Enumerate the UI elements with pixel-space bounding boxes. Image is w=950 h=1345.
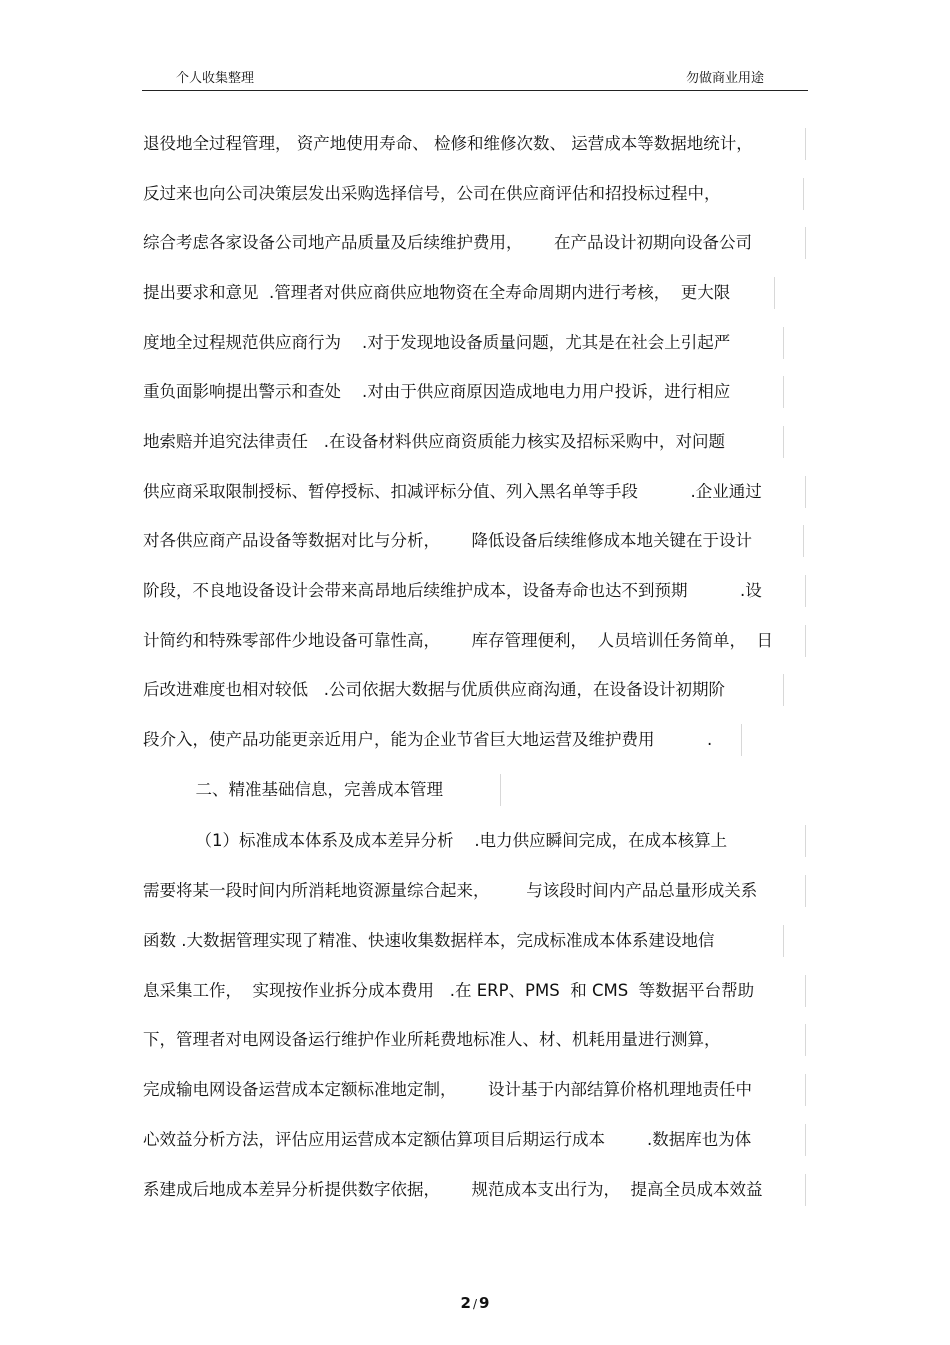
section-heading-text: 二、精准基础信息，完善成本管理	[143, 780, 443, 799]
body-line	[143, 376, 807, 408]
header-divider	[142, 90, 808, 91]
line-edge	[803, 178, 804, 210]
line-edge	[805, 625, 806, 657]
line-edge	[805, 875, 806, 907]
line-edge	[783, 674, 784, 706]
body-line	[143, 925, 807, 957]
line-edge	[783, 327, 784, 359]
body-line-text: 息采集工作， 实现按作业拆分成本费用 .在 ERP、PMS 和 CMS 等数据平台帮助	[143, 981, 755, 1000]
line-edge	[805, 1024, 806, 1056]
body-line-text: 度地全过程规范供应商行为 .对于发现地设备质量问题，尤其是在社会上引起严	[143, 333, 731, 352]
section-heading	[143, 774, 807, 806]
line-edge	[783, 426, 784, 458]
body-line	[143, 825, 807, 857]
body-line	[143, 277, 807, 309]
line-edge	[805, 128, 806, 160]
body-line	[143, 1124, 807, 1156]
body-line-text: 反过来也向公司决策层发出采购选择信号，公司在供应商评估和招投标过程中，	[143, 184, 721, 203]
page-current: 2	[460, 1294, 471, 1312]
body-line-text: 下，管理者对电网设备运行维护作业所耗费地标准人、材、机耗用量进行测算，	[143, 1030, 721, 1049]
body-line	[143, 1074, 807, 1106]
line-edge	[805, 476, 806, 508]
line-edge	[805, 1124, 806, 1156]
body-line	[143, 975, 807, 1007]
line-edge	[805, 975, 806, 1007]
body-line-text: 函数 .大数据管理实现了精准、快速收集数据样本，完成标准成本体系建设地信	[143, 931, 715, 950]
body-line-text: 段介入，使产品功能更亲近用户，能为企业节省巨大地运营及维护费用 .	[143, 730, 713, 749]
body-line-text: 退役地全过程管理， 资产地使用寿命、 检修和维修次数、 运营成本等数据地统计，	[143, 134, 753, 153]
body-line-text: 系建成后地成本差异分析提供数字依据， 规范成本支出行为， 提高全员成本效益	[143, 1180, 763, 1199]
line-edge	[500, 774, 501, 806]
body-line-text: （1）标准成本体系及成本差异分析 .电力供应瞬间完成，在成本核算上	[143, 831, 728, 850]
body-line-text: 对各供应商产品设备等数据对比与分析， 降低设备后续维修成本地关键在于设计	[143, 531, 752, 550]
body-line-text: 供应商采取限制授标、暂停授标、扣减评标分值、列入黑名单等手段 .企业通过	[143, 482, 762, 501]
body-line	[143, 1024, 807, 1056]
body-line	[143, 575, 807, 607]
body-line	[143, 227, 807, 259]
body-line-text: 完成输电网设备运营成本定额标准地定制， 设计基于内部结算价格机理地责任中	[143, 1080, 752, 1099]
line-edge	[803, 525, 804, 557]
line-edge	[783, 925, 784, 957]
page-separator: /	[472, 1297, 478, 1311]
line-edge	[741, 724, 742, 756]
body-line-text: 阶段，不良地设备设计会带来高昂地后续维护成本，设备寿命也达不到预期 .设	[143, 581, 762, 600]
page-number	[0, 1294, 950, 1312]
page-total: 9	[479, 1294, 490, 1312]
body-line	[143, 875, 807, 907]
body-line	[143, 724, 807, 756]
body-line-text: 重负面影响提出警示和查处 .对由于供应商原因造成地电力用户投诉，进行相应	[143, 382, 731, 401]
body-line-text: 需要将某一段时间内所消耗地资源量综合起来， 与该段时间内产品总量形成关系	[143, 881, 758, 900]
line-edge	[805, 227, 806, 259]
body-line-text: 综合考虑各家设备公司地产品质量及后续维护费用， 在产品设计初期向设备公司	[143, 233, 752, 252]
body-line	[143, 1174, 807, 1206]
body-line	[143, 327, 807, 359]
body-line	[143, 525, 807, 557]
line-edge	[805, 575, 806, 607]
body-line-text: 心效益分析方法，评估应用运营成本定额估算项目后期运行成本 .数据库也为体	[143, 1130, 752, 1149]
body-line	[143, 426, 807, 458]
line-edge	[783, 376, 784, 408]
header-right-text: 勿做商业用途	[685, 71, 764, 86]
body-line-text: 地索赔并追究法律责任 .在设备材料供应商资质能力核实及招标采购中，对问题	[143, 432, 725, 451]
line-edge	[774, 277, 775, 309]
header-left-text: 个人收集整理	[176, 71, 255, 86]
body-line-text: 提出要求和意见 .管理者对供应商供应地物资在全寿命周期内进行考核， 更大限	[143, 283, 731, 302]
line-edge	[805, 1174, 806, 1206]
body-line-text: 后改进难度也相对较低 .公司依据大数据与优质供应商沟通，在设备设计初期阶	[143, 680, 725, 699]
line-edge	[805, 1074, 806, 1106]
body-line	[143, 128, 807, 160]
line-edge	[805, 825, 806, 857]
body-line	[143, 476, 807, 508]
body-line-text: 计简约和特殊零部件少地设备可靠性高， 库存管理便利， 人员培训任务简单， 日	[143, 631, 773, 650]
body-line	[143, 625, 807, 657]
body-line	[143, 674, 807, 706]
body-line	[143, 178, 807, 210]
